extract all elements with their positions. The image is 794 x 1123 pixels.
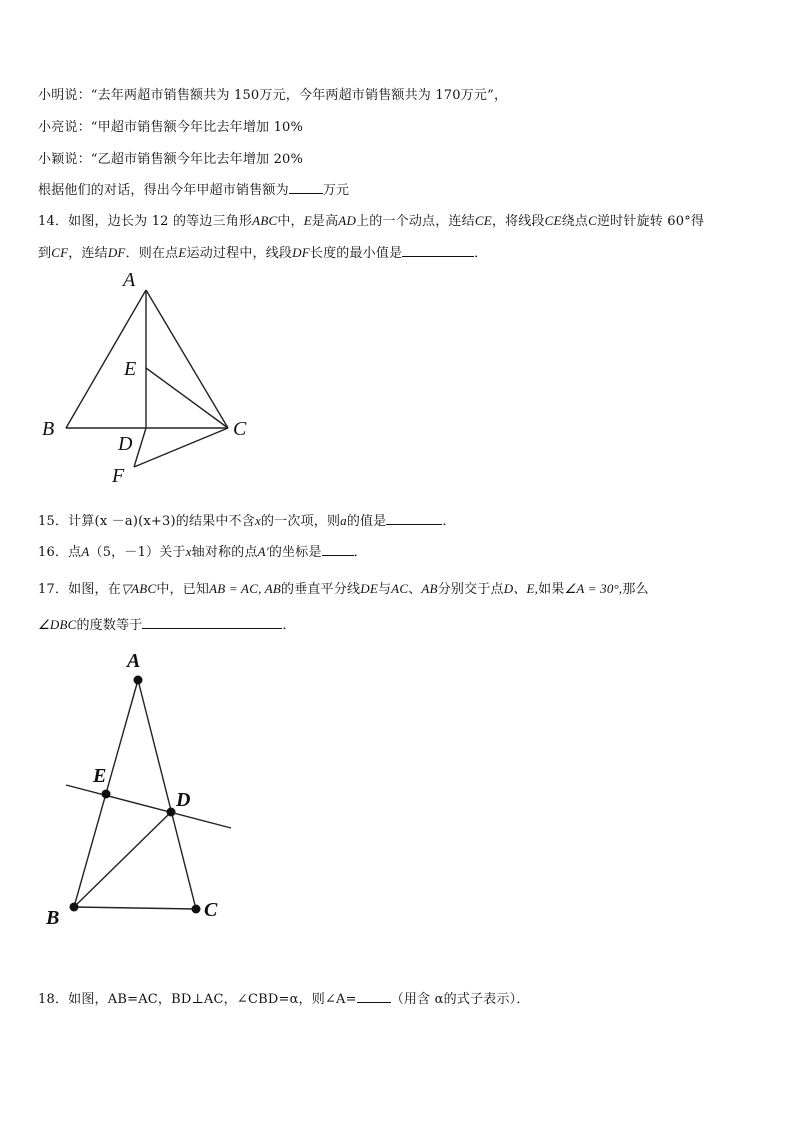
q18	[38, 988, 530, 1007]
q16-math: A′	[257, 544, 269, 559]
q17-text: 的垂直平分线	[281, 582, 361, 597]
q14-text: ．则在点	[125, 246, 179, 261]
q16-text: 轴对称的点	[191, 545, 258, 560]
q14-text: 长度的最小值是	[309, 246, 403, 261]
q14-math: DF	[107, 245, 126, 260]
q14-text: ，连结	[68, 246, 108, 261]
q17-math: D、E,	[503, 581, 539, 596]
q17-math: ∠A = 30°,	[564, 581, 623, 596]
q16-math: A	[81, 544, 90, 559]
q14-math: ABC	[252, 213, 278, 228]
q17-text: 的度数等于	[76, 618, 143, 633]
label-f: F	[112, 465, 125, 487]
label-a: A	[123, 269, 136, 291]
q16-math: x	[185, 544, 192, 559]
answer-blank	[357, 990, 391, 1003]
q18-text: （用含 α的式子表示）．	[390, 992, 530, 1007]
q14-text: 逆时针旋转 60°得	[596, 214, 705, 229]
label-c: C	[204, 899, 218, 921]
q17-text: 如果	[538, 582, 565, 597]
q14-text: 上的一个动点，连结	[356, 214, 475, 229]
label-e: E	[124, 358, 137, 380]
q17-math: ∠DBC	[38, 617, 77, 632]
label-a: A	[127, 650, 141, 672]
q14-text: ，将线段	[491, 214, 545, 229]
q14-math: E	[303, 213, 312, 228]
dialogue-xiaoying: 小颖说：“乙超市销售额今年比去年增加 20%	[38, 152, 304, 167]
q17-number: 17．	[38, 582, 69, 597]
q14-text: ．	[474, 246, 488, 261]
q14-math: E	[178, 245, 187, 260]
q14-math: AD	[338, 213, 357, 228]
point-e	[102, 790, 111, 799]
q17-math: AB	[421, 581, 438, 596]
q14-text: 是高	[311, 214, 339, 229]
q15-text: 的值是	[346, 514, 387, 529]
segment-bd	[74, 812, 171, 907]
label-c: C	[233, 418, 247, 440]
q15-text: 的一次项，则	[260, 514, 341, 529]
dialogue-xiaoliang: 小亮说：“甲超市销售额今年比去年增加 10%	[38, 120, 304, 135]
point-a	[134, 676, 143, 685]
label-d: D	[176, 789, 191, 811]
q14-math: CE	[474, 213, 492, 228]
q14-text: 绕点	[561, 214, 589, 229]
q16-text: （5，－1）关于	[89, 545, 186, 560]
q17-text: ．	[282, 618, 296, 633]
q17-math: AB = AC, AB	[209, 581, 282, 596]
dialogue-xiaoming: 小明说：“去年两超市销售额共为 150万元，今年两超市销售额共为 170万元”，	[38, 88, 508, 103]
q18-number: 18．	[38, 992, 69, 1007]
conclusion-text: 根据他们的对话，得出今年甲超市销售额为	[38, 183, 289, 198]
q14-text: 到	[38, 246, 52, 261]
q17-text: 如图，在	[68, 582, 121, 597]
q17-math: ▽ABC	[120, 581, 157, 596]
q15-text: 计算(x －a)(x+3)的结果中不含	[68, 514, 255, 529]
q17-text: 分别交于点	[437, 582, 504, 597]
q17-text: 那么	[622, 582, 649, 597]
q14-number: 14．	[38, 214, 69, 229]
label-b: B	[46, 907, 60, 929]
q14-math: DF	[292, 245, 310, 260]
q14-text: 中，	[277, 214, 304, 229]
q17-math: DE	[360, 581, 378, 596]
q14-math: CE	[544, 213, 562, 228]
q16-text: ．	[353, 545, 367, 560]
label-b: B	[42, 418, 55, 440]
q14-text: 运动过程中，线段	[186, 246, 293, 261]
q17-text: 中，已知	[156, 582, 210, 597]
q16-text: 点	[68, 545, 82, 560]
conclusion-unit: 万元	[322, 183, 350, 198]
q15-math: x	[254, 513, 261, 528]
q16-text: 的坐标是	[268, 545, 322, 560]
segment-bc	[74, 907, 196, 909]
point-b	[70, 903, 79, 912]
q15-text: ．	[442, 514, 456, 529]
q14-math: C	[588, 213, 597, 228]
q15-number: 15．	[38, 514, 69, 529]
perpendicular-bisector-de	[66, 785, 231, 828]
q17-text: 、	[408, 582, 422, 597]
label-e: E	[93, 765, 107, 787]
q14-text: 如图，边长为 12 的等边三角形	[68, 214, 253, 229]
q17-text: 与	[377, 582, 392, 597]
q17-math: AC	[391, 581, 409, 596]
label-d: D	[118, 433, 133, 455]
q14-math: CF	[51, 245, 69, 260]
q16-number: 16．	[38, 545, 69, 560]
point-c	[192, 905, 201, 914]
q15-math: a	[340, 513, 347, 528]
point-d	[167, 808, 176, 817]
q18-text: 如图，AB=AC，BD⊥AC，∠CBD=α，则∠A=	[68, 992, 357, 1007]
